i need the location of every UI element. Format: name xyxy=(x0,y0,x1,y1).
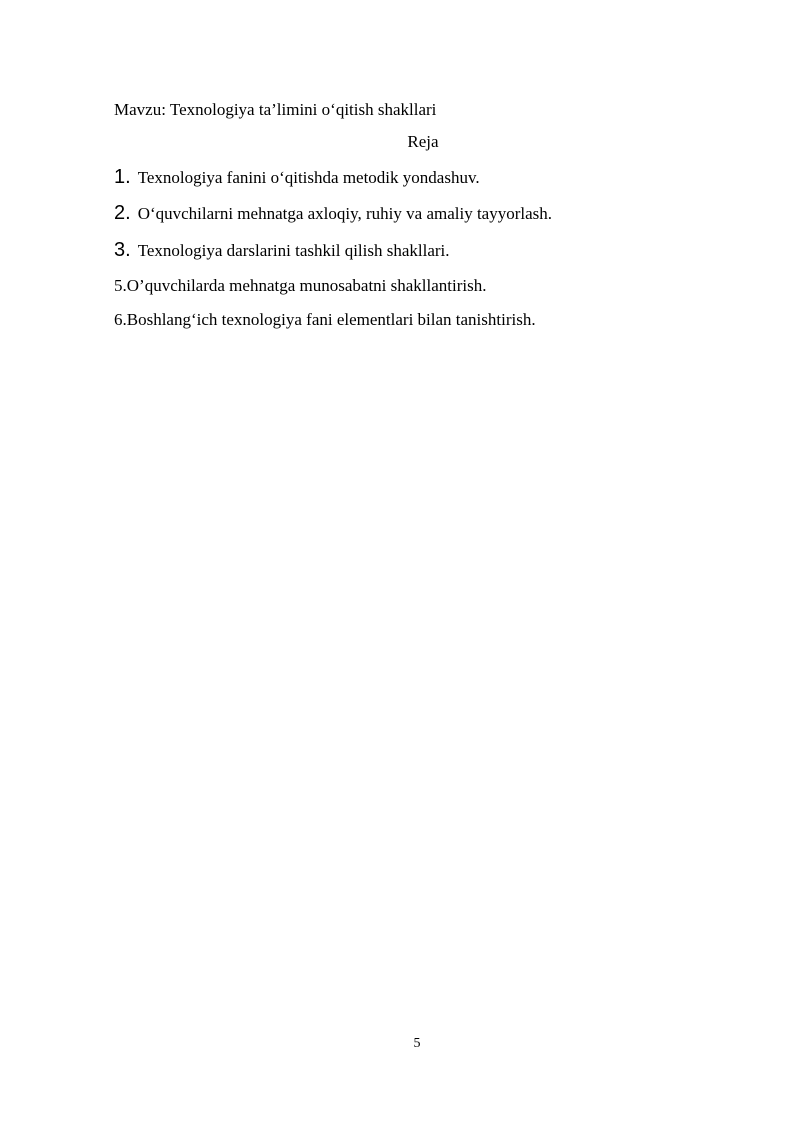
plan-item-text: O‘quvchilarni mehnatga axloqiy, ruhiy va amaliy tayyorlash. xyxy=(137,204,553,223)
plan-item-number: 5. xyxy=(114,276,127,295)
plan-item-text: O’quvchilarda mehnatga munosabatni shakllantirish. xyxy=(126,276,487,295)
plan-item xyxy=(114,202,552,225)
document-title: Mavzu: Texnologiya ta’limini o‘qitish shakllari xyxy=(114,100,437,119)
plan-item-text: Texnologiya fanini o‘qitishda metodik yondashuv. xyxy=(137,168,480,187)
plan-item xyxy=(114,166,480,189)
page-number: 5 xyxy=(413,1036,421,1051)
plan-item-number: 1. xyxy=(114,166,131,188)
plan-item-number: 6. xyxy=(114,310,127,329)
plan-item-text: Texnologiya darslarini tashkil qilish shakllari. xyxy=(137,241,450,260)
plan-item-number: 3. xyxy=(114,239,131,261)
plan-item xyxy=(114,275,487,297)
plan-item-text: Boshlang‘ich texnologiya fani elementlari bilan tanishtirish. xyxy=(126,310,536,329)
plan-item xyxy=(114,239,450,262)
plan-item xyxy=(114,309,536,331)
plan-heading: Reja xyxy=(407,132,439,151)
plan-item-number: 2. xyxy=(114,202,131,224)
